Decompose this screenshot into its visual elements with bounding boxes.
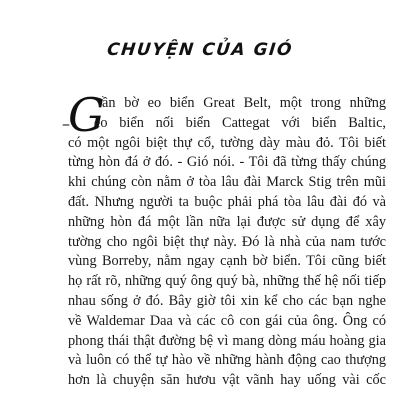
text-line: vùng Borreby, nằm ngay cạnh bờ biển. Tôi cũng biết (68, 253, 386, 270)
text-line: đất. Nhưng người ta buộc phải phá tòa lâu đài đó và (68, 193, 386, 210)
text-line: ần bờ eo biển Great Belt, một trong những (102, 95, 386, 111)
text-line: nhau sống ở đó. Bây giờ tôi xin kể cho các bạn nghe (68, 292, 386, 309)
text-line: họ rất rõ, những quý ông quý bà, những thế hệ nối tiếp (68, 273, 386, 290)
story-paragraph (68, 88, 386, 391)
text-line: tường cho ngôi biệt thự này. Đó là nhà của nam tước (68, 233, 386, 250)
text-line: những hòn đá một lần nữa lại được sử dụng để xây (68, 213, 386, 230)
text-line: từng hòn đá ở đó. - Gió nói. - Tôi đã từng thấy chúng (68, 154, 386, 171)
chapter-title: CHUYỆN CỦA GIÓ (106, 40, 294, 60)
text-line: eo biển nối biển Cattegat với biển Baltic, (94, 114, 386, 131)
text-line: phong thái thật đường bệ vì mang dòng máu hoàng gia (68, 332, 386, 349)
text-line: khi chúng còn nằm ở tòa lâu đài Marck Stig trên mũi (68, 174, 386, 191)
text-line: về Waldemar Daa và các cô con gái của ông. Ông có (68, 312, 386, 329)
text-line: hơn là chuyện săn hươu vật vãnh hay uống vài cốc (68, 372, 386, 389)
text-line: và luôn có thể tự hào về những hành động cao thượng (68, 352, 386, 369)
dropcap-letter: G (68, 88, 105, 142)
dropcap-dash: – (62, 114, 70, 133)
text-line: có một ngôi biệt thự cổ, tường dày màu đỏ. Tôi biết (68, 134, 386, 151)
